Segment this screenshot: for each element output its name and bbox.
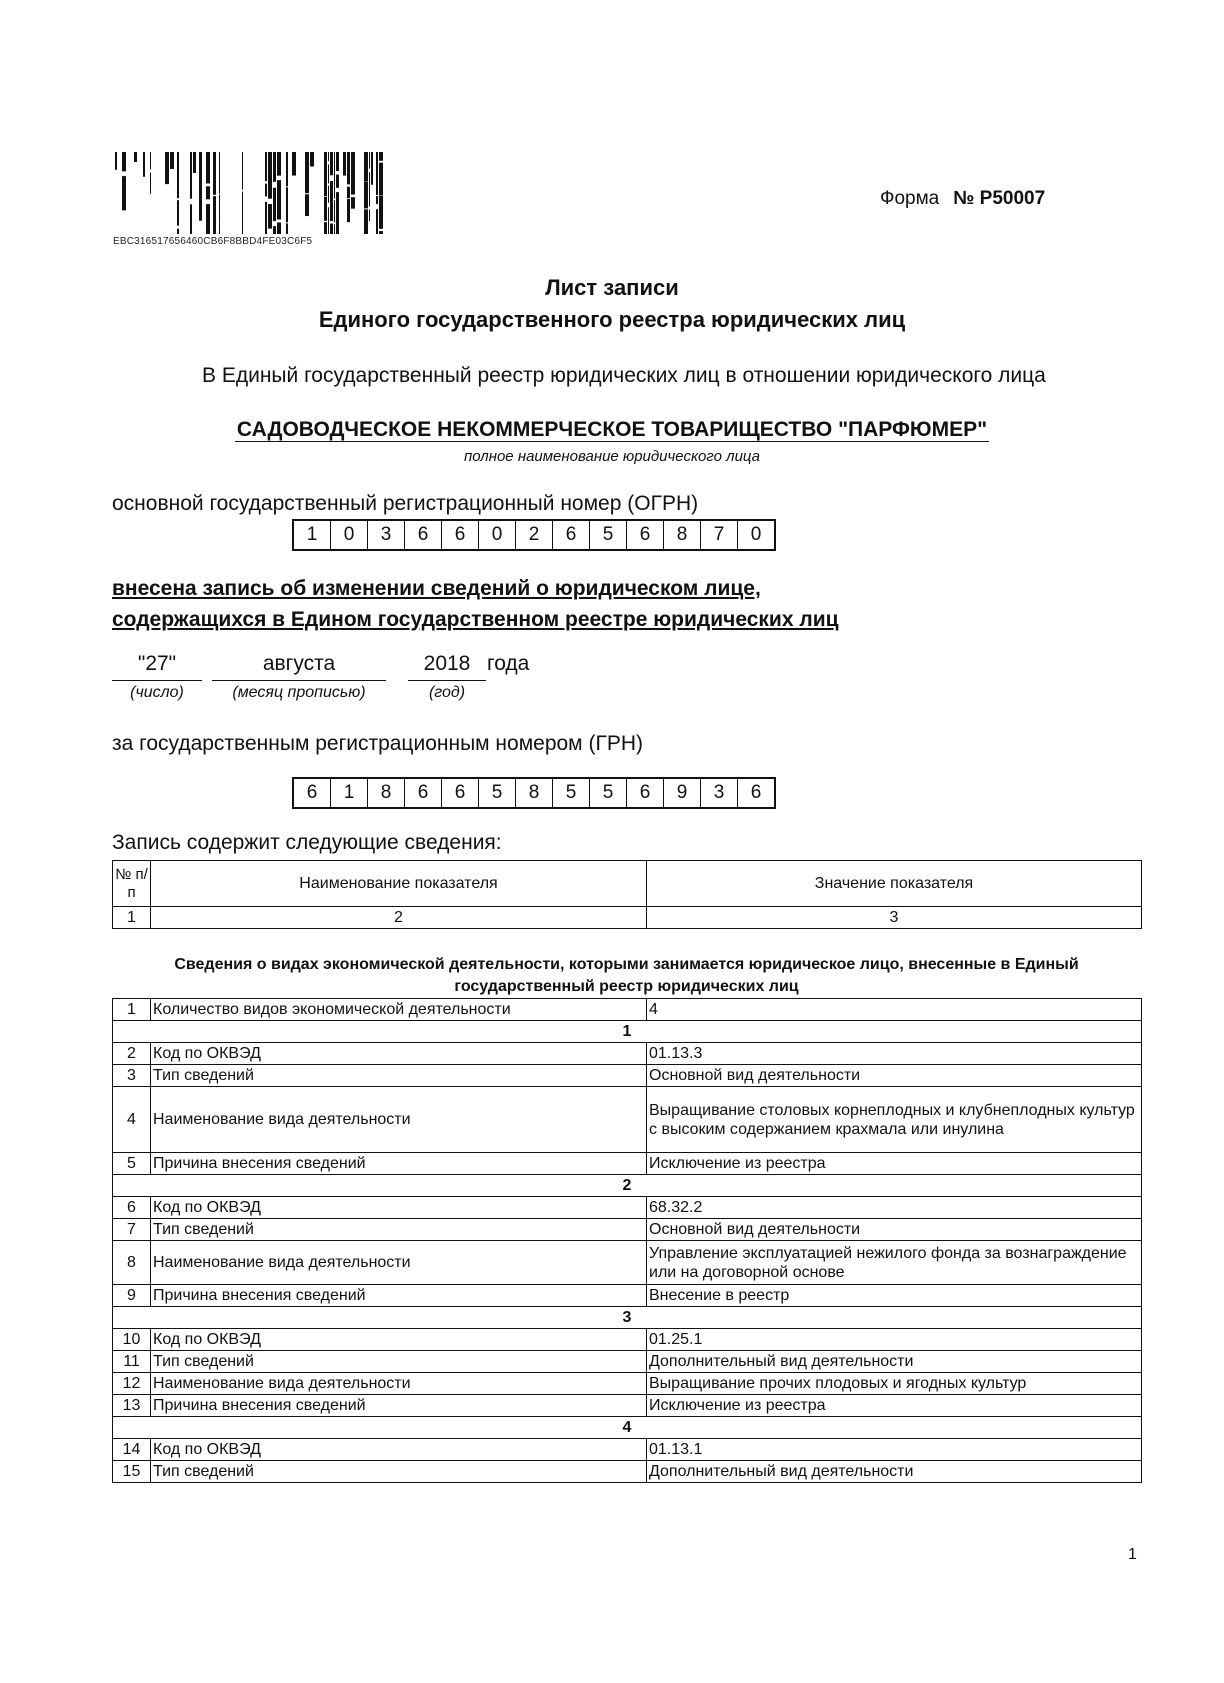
row-number: 8 xyxy=(113,1241,151,1285)
date-month-line xyxy=(212,680,386,681)
date-year-caption: (год) xyxy=(428,684,466,701)
table-row xyxy=(113,1219,1142,1241)
row-number: 12 xyxy=(113,1373,151,1395)
row-name: Тип сведений xyxy=(151,1065,647,1087)
table-row xyxy=(113,1329,1142,1351)
row-value: Основной вид деятельности xyxy=(647,1065,1142,1087)
group-row xyxy=(113,1175,1142,1197)
ogrn-digit: 0 xyxy=(479,521,516,549)
date-year-word: года xyxy=(487,652,530,675)
row-number: 1 xyxy=(113,999,151,1021)
row-number: 3 xyxy=(113,1065,151,1087)
row-name: Причина внесения сведений xyxy=(151,1395,647,1417)
table-row xyxy=(113,999,1142,1021)
date-month-caption: (месяц прописью) xyxy=(232,684,366,701)
entity-name xyxy=(0,418,1224,442)
row-name: Код по ОКВЭД xyxy=(151,1329,647,1351)
ogrn-digits xyxy=(292,519,776,551)
row-value: 01.25.1 xyxy=(647,1329,1142,1351)
ogrn-digit: 6 xyxy=(405,521,442,549)
row-value: Дополнительный вид деятельности xyxy=(647,1351,1142,1373)
activities-table xyxy=(112,998,1142,1483)
ogrn-digit: 2 xyxy=(516,521,553,549)
row-value: Внесение в реестр xyxy=(647,1285,1142,1307)
grn-digit: 8 xyxy=(516,779,553,807)
row-value: Исключение из реестра xyxy=(647,1395,1142,1417)
row-name: Причина внесения сведений xyxy=(151,1153,647,1175)
row-number: 11 xyxy=(113,1351,151,1373)
row-number: 5 xyxy=(113,1153,151,1175)
document-subtitle: Единого государственного реестра юридических лиц xyxy=(318,307,906,332)
ogrn-digit: 0 xyxy=(331,521,368,549)
row-value: Исключение из реестра xyxy=(647,1153,1142,1175)
table-row xyxy=(113,1087,1142,1153)
ogrn-digit: 6 xyxy=(627,521,664,549)
row-name: Наименование вида деятельности xyxy=(151,1373,647,1395)
row-name: Код по ОКВЭД xyxy=(151,1043,647,1065)
row-name: Тип сведений xyxy=(151,1461,647,1483)
ogrn-digit: 1 xyxy=(294,521,331,549)
barcode-code: EBC316517656460CB6F8BBD4FE03C6F5 xyxy=(113,236,313,247)
row-number: 4 xyxy=(113,1087,151,1153)
row-number: 2 xyxy=(113,1043,151,1065)
row-number: 10 xyxy=(113,1329,151,1351)
grn-digit: 8 xyxy=(368,779,405,807)
value-header: Значение показателя xyxy=(647,861,1142,907)
table-row xyxy=(113,1153,1142,1175)
date-day-caption: (число) xyxy=(130,684,184,701)
date-year-line xyxy=(408,680,486,681)
row-value: 4 xyxy=(647,999,1142,1021)
value-index: 3 xyxy=(647,907,1142,929)
grn-digit: 5 xyxy=(479,779,516,807)
row-name: Наименование вида деятельности xyxy=(151,1241,647,1285)
grn-digit: 5 xyxy=(553,779,590,807)
row-value: 01.13.1 xyxy=(647,1439,1142,1461)
table-row xyxy=(113,1439,1142,1461)
grn-digit: 6 xyxy=(627,779,664,807)
group-number: 1 xyxy=(113,1021,1142,1043)
entry-statement xyxy=(112,573,839,635)
row-number: 15 xyxy=(113,1461,151,1483)
table-row xyxy=(113,1395,1142,1417)
entry-line-1: внесена запись об изменении сведений о юридическом лице, xyxy=(112,577,761,600)
row-value: Основной вид деятельности xyxy=(647,1219,1142,1241)
row-name: Тип сведений xyxy=(151,1351,647,1373)
name-header: Наименование показателя xyxy=(151,861,647,907)
page-number: 1 xyxy=(1128,1546,1137,1563)
group-number: 2 xyxy=(113,1175,1142,1197)
grn-digit: 6 xyxy=(442,779,479,807)
intro-text: В Единый государственный реестр юридических лиц в отношении юридического лица xyxy=(202,364,1046,387)
row-name: Тип сведений xyxy=(151,1219,647,1241)
row-value: 01.13.3 xyxy=(647,1043,1142,1065)
row-number: 6 xyxy=(113,1197,151,1219)
table-row xyxy=(113,1197,1142,1219)
group-row xyxy=(113,1021,1142,1043)
name-index: 2 xyxy=(151,907,647,929)
date-month: августа xyxy=(262,652,336,675)
form-number-value: № Р50007 xyxy=(953,188,1046,209)
ogrn-digit: 8 xyxy=(664,521,701,549)
row-number: 7 xyxy=(113,1219,151,1241)
grn-digit: 3 xyxy=(701,779,738,807)
section-title: Сведения о видах экономической деятельности, которыми занимается юридическое лицо, внесенные в Единый государственный реестр юридических лиц xyxy=(174,956,1079,995)
table-row xyxy=(113,1043,1142,1065)
entity-name-text: САДОВОДЧЕСКОЕ НЕКОММЕРЧЕСКОЕ ТОВАРИЩЕСТВО "ПАРФЮМЕР" xyxy=(236,418,988,441)
num-header: № п/п xyxy=(113,861,151,907)
entity-name-caption: полное наименование юридического лица xyxy=(463,448,761,465)
row-name: Количество видов экономической деятельности xyxy=(151,999,647,1021)
table-row xyxy=(113,1241,1142,1285)
row-value: Управление эксплуатацией нежилого фонда за вознаграждение или на договорной основе xyxy=(647,1241,1142,1285)
columns-header-row xyxy=(113,861,1142,907)
row-name: Причина внесения сведений xyxy=(151,1285,647,1307)
table-row xyxy=(113,1285,1142,1307)
table-row xyxy=(113,1065,1142,1087)
row-value: Дополнительный вид деятельности xyxy=(647,1461,1142,1483)
date-day: "27" xyxy=(137,652,177,675)
group-row xyxy=(113,1417,1142,1439)
ogrn-digit: 3 xyxy=(368,521,405,549)
row-value: Выращивание прочих плодовых и ягодных культур xyxy=(647,1373,1142,1395)
table-row xyxy=(113,1461,1142,1483)
grn-digit: 5 xyxy=(590,779,627,807)
row-name: Код по ОКВЭД xyxy=(151,1439,647,1461)
row-number: 9 xyxy=(113,1285,151,1307)
row-number: 13 xyxy=(113,1395,151,1417)
form-label: Форма xyxy=(880,188,940,209)
ogrn-digit: 6 xyxy=(553,521,590,549)
ogrn-digit: 0 xyxy=(750,524,762,545)
document-title: Лист записи xyxy=(545,275,679,300)
form-number xyxy=(880,188,1045,210)
group-number: 3 xyxy=(113,1307,1142,1329)
row-name: Наименование вида деятельности xyxy=(151,1087,647,1153)
ogrn-label: основной государственный регистрационный номер (ОГРН) xyxy=(112,492,699,515)
table-row xyxy=(113,1373,1142,1395)
grn-digit: 9 xyxy=(664,779,701,807)
barcode-image xyxy=(115,152,385,234)
columns-index-row xyxy=(113,907,1142,929)
row-name: Код по ОКВЭД xyxy=(151,1197,647,1219)
table-row xyxy=(113,1351,1142,1373)
grn-digit: 1 xyxy=(331,779,368,807)
grn-label: за государственным регистрационным номером (ГРН) xyxy=(112,732,643,755)
grn-digit: 6 xyxy=(750,782,762,803)
row-value: 68.32.2 xyxy=(647,1197,1142,1219)
ogrn-digit: 7 xyxy=(701,521,738,549)
record-label: Запись содержит следующие сведения: xyxy=(112,831,502,854)
row-value: Выращивание столовых корнеплодных и клубнеплодных культур с высоким содержанием крахмала или инулина xyxy=(647,1087,1142,1153)
grn-digit: 6 xyxy=(405,779,442,807)
date-year: 2018 xyxy=(423,652,471,675)
grn-digit: 6 xyxy=(294,779,331,807)
num-index: 1 xyxy=(113,907,151,929)
row-number: 14 xyxy=(113,1439,151,1461)
group-number: 4 xyxy=(113,1417,1142,1439)
columns-header-table xyxy=(112,860,1142,929)
date-day-line xyxy=(112,680,202,681)
ogrn-digit: 5 xyxy=(590,521,627,549)
grn-digits xyxy=(292,777,776,809)
ogrn-digit: 6 xyxy=(442,521,479,549)
entry-line-2: содержащихся в Едином государственном реестре юридических лиц xyxy=(112,608,839,631)
group-row xyxy=(113,1307,1142,1329)
